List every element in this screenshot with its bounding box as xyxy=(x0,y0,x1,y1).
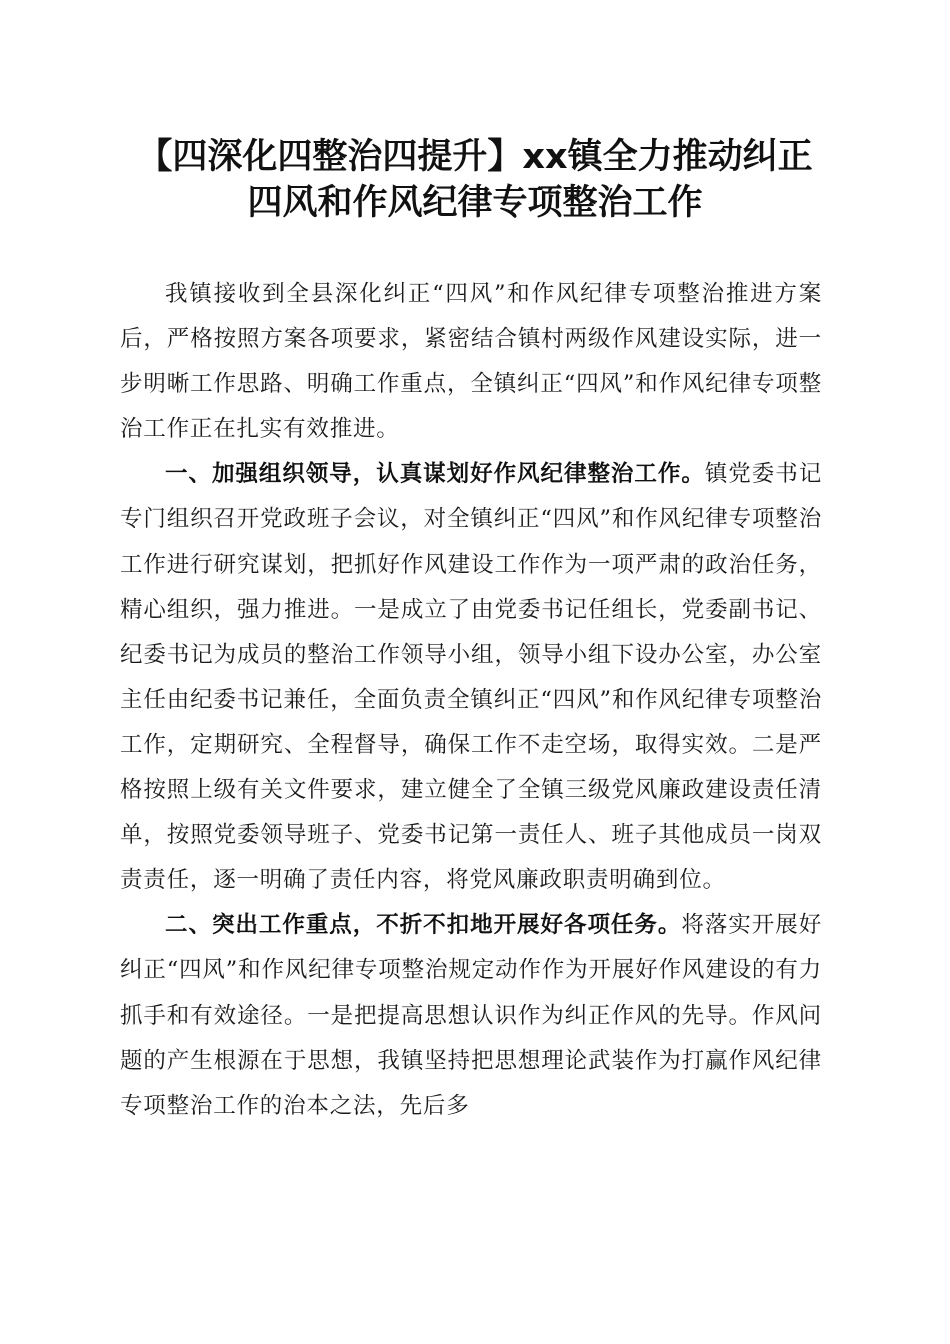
section-heading: 二、突出工作重点，不折不扣地开展好各项任务。 xyxy=(165,912,682,939)
document-title xyxy=(120,134,830,226)
title-line-2: 四风和作风纪律专项整治工作 xyxy=(247,183,703,223)
paragraph-text: 我镇接收到全县深化纠正“四风”和作风纪律专项整治推进方案后，严格按照方案各项要求，紧密结合镇村两级作风建设实际，进一步明晰工作思路、明确工作重点，全镇纠正“四风”和作风纪律专项整治工作正在扎实有效推进。 xyxy=(120,281,822,443)
title-line-1: 【四深化四整治四提升】xx镇全力推动纠正 xyxy=(137,137,813,177)
paragraph-section-1 xyxy=(120,452,822,903)
paragraph-intro xyxy=(120,272,822,452)
document-body xyxy=(120,272,822,1129)
paragraph-section-2 xyxy=(120,903,822,1128)
paragraph-text: 将落实开展好纠正“四风”和作风纪律专项整治规定动作作为开展好作风建设的有力抓手和有效途径。一是把提高思想认识作为纠正作风的先导。作风问题的产生根源在于思想，我镇坚持把思想理论武装作为打赢作风纪律专项整治工作的治本之法，先后多 xyxy=(120,912,822,1119)
section-heading: 一、加强组织领导，认真谋划好作风纪律整治工作。 xyxy=(165,461,705,488)
paragraph-text: 镇党委书记专门组织召开党政班子会议，对全镇纠正“四风”和作风纪律专项整治工作进行研究谋划，把抓好作风建设工作作为一项严肃的政治任务，精心组织，强力推进。一是成立了由党委书记任组长，党委副书记、纪委书记为成员的整治工作领导小组，领导小组下设办公室，办公室主任由纪委书记兼任，全面负责全镇纠正“四风”和作风纪律专项整治工作，定期研究、全程督导，确保工作不走空场，取得实效。二是严格按照上级有关文件要求，建立健全了全镇三级党风廉政建设责任清单，按照党委领导班子、党委书记第一责任人、班子其他成员一岗双责责任，逐一明确了责任内容，将党风廉政职责明确到位。 xyxy=(120,461,822,894)
